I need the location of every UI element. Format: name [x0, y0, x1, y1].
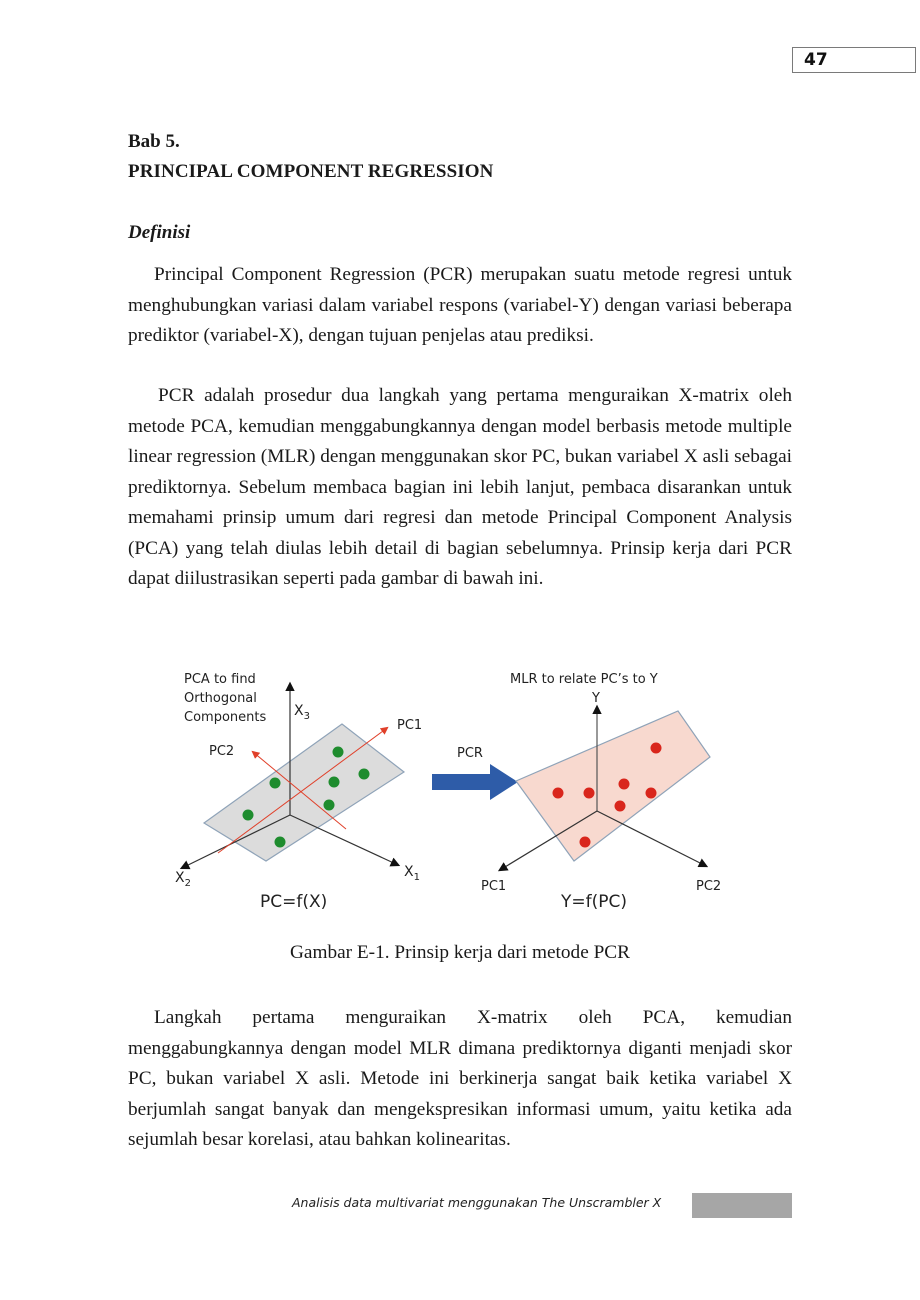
x2-label: X — [175, 870, 185, 886]
pc2-axis-label: PC2 — [696, 879, 722, 894]
left-title-line-2: Orthogonal — [184, 691, 257, 706]
paragraph-definition — [128, 260, 792, 352]
left-formula: PC=f(X) — [260, 892, 328, 912]
paragraph-first-step — [128, 1003, 792, 1156]
footer-book-title: Analisis data multivariat menggunakan The Unscrambler X — [292, 1195, 662, 1210]
pc1-axis-label: PC1 — [481, 879, 507, 894]
chapter-title: PRINCIPAL COMPONENT REGRESSION — [128, 161, 494, 182]
figure-caption: Gambar E-1. Prinsip kerja dari metode PCR — [289, 942, 631, 963]
pc2-label: PC2 — [209, 744, 235, 759]
pc1-label: PC1 — [397, 718, 423, 733]
footer-bar — [692, 1193, 792, 1218]
paragraph-text: Langkah pertama menguraikan X-matrix oleh PCA, kemudian menggabungkannya dengan model MLR dimana prediktornya diganti menjadi skor PC, bukan variabel X asli. Metode ini berkinerja sangat baik ketika variabel X berjumlah sangat banyak dan mengekspresikan informasi umum, yaitu ketika ada sejumlah besar korelasi, atau bahkan kolinearitas. — [128, 1007, 792, 1150]
left-panel — [175, 672, 422, 912]
left-title-line-3: Components — [184, 710, 267, 725]
x3-label: X — [294, 703, 304, 719]
pcr-figure — [160, 660, 760, 920]
pc2-axis — [597, 811, 706, 866]
left-title-line-1: PCA to find — [184, 672, 256, 687]
section-heading: Definisi — [128, 222, 191, 243]
regression-plane — [516, 711, 710, 861]
svg-text:X3: $X_3$ — [294, 703, 310, 722]
page-number: 47 — [792, 47, 916, 73]
right-panel — [481, 672, 721, 912]
x1-label: X — [404, 864, 414, 880]
paragraph-procedure — [128, 381, 792, 595]
paragraph-text: PCR adalah prosedur dua langkah yang pertama menguraikan X-matrix oleh metode PCA, kemudian menggabungkannya dengan model berbasis metode multiple linear regression (MLR) dengan menggunakan skor PC, bukan variabel X asli sebagai prediktornya. Sebelum membaca bagian ini lebih lanjut, pembaca disarankan untuk memahami prinsip umum dari regresi dan metode Principal Component Analysis (PCA) yang telah diulas lebih detail di bagian sebelumnya. Prinsip kerja dari PCR dapat diilustrasikan seperti pada gambar di bawah ini. — [128, 385, 792, 589]
paragraph-text: Principal Component Regression (PCR) merupakan suatu metode regresi untuk menghubungkan variasi dalam variabel respons (variabel-Y) dengan variasi beberapa prediktor (variabel-X), dengan tujuan penjelas atau prediksi. — [128, 264, 792, 346]
svg-text:X1: $X_1$ — [404, 864, 420, 883]
pcr-arrow — [432, 746, 518, 800]
pcr-arrow-label: PCR — [457, 746, 483, 761]
right-title: MLR to relate PC’s to Y — [510, 672, 658, 687]
chapter-number: Bab 5. — [128, 131, 180, 152]
svg-text:X2: $X_2$ — [175, 870, 191, 889]
arrow-right-icon — [432, 764, 518, 800]
y-axis-label: Y — [592, 691, 600, 706]
right-formula: Y=f(PC) — [561, 892, 627, 912]
x1-axis — [290, 815, 398, 865]
